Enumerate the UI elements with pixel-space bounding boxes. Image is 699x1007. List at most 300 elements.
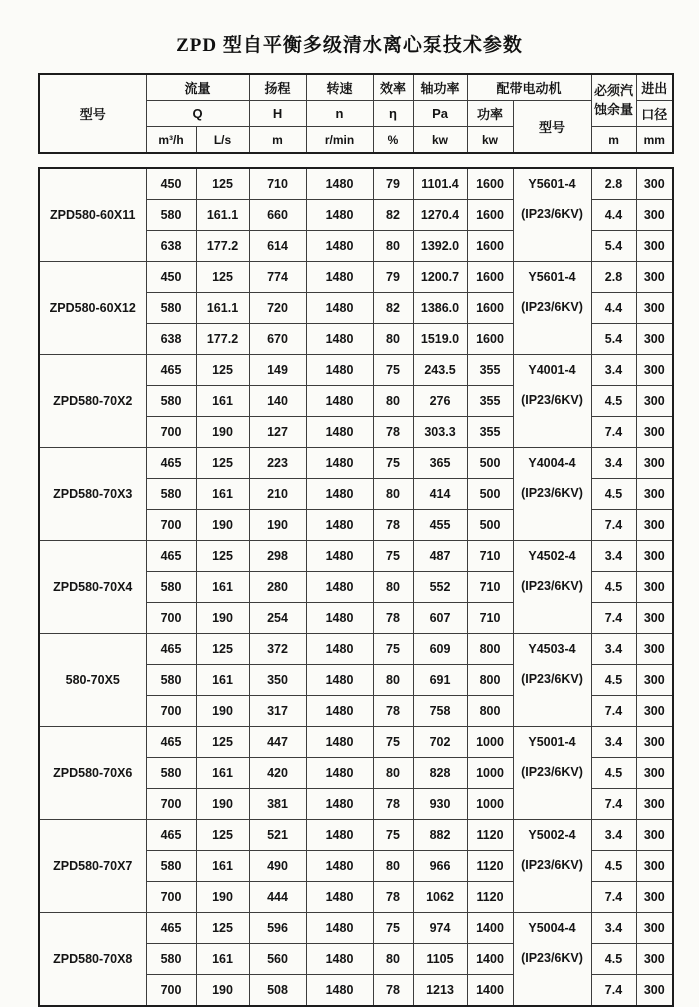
pump-row — [39, 541, 673, 572]
pump-row — [39, 168, 673, 200]
efficiency-cell: 80 — [373, 758, 413, 789]
head-cell: 280 — [249, 572, 306, 603]
shaft-power-cell: 702 — [413, 727, 467, 758]
head-cell: 127 — [249, 417, 306, 448]
diameter-cell: 300 — [636, 603, 673, 634]
flow-ls-cell: 125 — [196, 168, 249, 200]
speed-cell: 1480 — [306, 944, 373, 975]
pump-model-cell: ZPD580-70X3 — [39, 448, 146, 541]
flow-m3h-cell: 465 — [146, 913, 196, 944]
speed-cell: 1480 — [306, 541, 373, 572]
npsh-cell: 7.4 — [591, 417, 636, 448]
motor-model-cell — [513, 448, 591, 541]
motor-model-name: Y5601-4 — [528, 270, 576, 284]
head-cell: 254 — [249, 603, 306, 634]
header-model: 型号 — [39, 74, 146, 153]
efficiency-cell: 80 — [373, 944, 413, 975]
shaft-power-cell: 414 — [413, 479, 467, 510]
motor-model-cell — [513, 820, 591, 913]
flow-ls-cell: 161 — [196, 665, 249, 696]
efficiency-cell: 82 — [373, 293, 413, 324]
flow-ls-cell: 161.1 — [196, 200, 249, 231]
motor-power-cell: 710 — [467, 541, 513, 572]
flow-m3h-cell: 580 — [146, 758, 196, 789]
flow-m3h-cell: 465 — [146, 727, 196, 758]
efficiency-cell: 75 — [373, 820, 413, 851]
motor-model-name: Y4004-4 — [528, 456, 576, 470]
flow-ls-cell: 190 — [196, 603, 249, 634]
head-cell: 420 — [249, 758, 306, 789]
motor-model-cell — [513, 913, 591, 1007]
header-motor: 配带电动机 — [467, 74, 591, 101]
motor-power-cell: 500 — [467, 510, 513, 541]
head-cell: 710 — [249, 168, 306, 200]
motor-power-cell: 1000 — [467, 727, 513, 758]
diameter-cell: 300 — [636, 572, 673, 603]
shaft-power-cell: 966 — [413, 851, 467, 882]
flow-m3h-cell: 700 — [146, 696, 196, 727]
efficiency-cell: 80 — [373, 324, 413, 355]
speed-cell: 1480 — [306, 355, 373, 386]
motor-power-cell: 355 — [467, 417, 513, 448]
motor-power-cell: 1120 — [467, 851, 513, 882]
shaft-power-cell: 828 — [413, 758, 467, 789]
unit-flow-ls: L/s — [196, 127, 249, 154]
header-npsh — [591, 74, 636, 127]
diameter-cell: 300 — [636, 882, 673, 913]
efficiency-cell: 78 — [373, 882, 413, 913]
head-cell: 660 — [249, 200, 306, 231]
flow-ls-cell: 125 — [196, 913, 249, 944]
shaft-power-cell: 1200.7 — [413, 262, 467, 293]
head-cell: 508 — [249, 975, 306, 1007]
flow-ls-cell: 161 — [196, 386, 249, 417]
pump-row — [39, 448, 673, 479]
diameter-cell: 300 — [636, 789, 673, 820]
motor-model-cell — [513, 168, 591, 262]
pump-row — [39, 727, 673, 758]
motor-model-spec: (IP23/6KV) — [521, 858, 583, 872]
motor-power-cell: 355 — [467, 386, 513, 417]
npsh-cell: 3.4 — [591, 541, 636, 572]
diameter-cell: 300 — [636, 944, 673, 975]
speed-cell: 1480 — [306, 200, 373, 231]
motor-model-name: Y5002-4 — [528, 828, 576, 842]
unit-head: m — [249, 127, 306, 154]
shaft-power-cell: 1105 — [413, 944, 467, 975]
efficiency-cell: 75 — [373, 355, 413, 386]
speed-cell: 1480 — [306, 603, 373, 634]
efficiency-cell: 80 — [373, 386, 413, 417]
motor-power-cell: 1600 — [467, 168, 513, 200]
motor-power-cell: 1400 — [467, 913, 513, 944]
speed-cell: 1480 — [306, 324, 373, 355]
efficiency-cell: 78 — [373, 975, 413, 1007]
motor-power-cell: 1600 — [467, 262, 513, 293]
flow-ls-cell: 125 — [196, 448, 249, 479]
flow-m3h-cell: 700 — [146, 603, 196, 634]
head-cell: 140 — [249, 386, 306, 417]
header-motor-power: 功率 — [467, 101, 513, 127]
diameter-cell: 300 — [636, 386, 673, 417]
npsh-cell: 5.4 — [591, 324, 636, 355]
flow-m3h-cell: 450 — [146, 262, 196, 293]
spec-body-table — [38, 167, 674, 1007]
flow-ls-cell: 190 — [196, 882, 249, 913]
efficiency-cell: 75 — [373, 727, 413, 758]
head-cell: 317 — [249, 696, 306, 727]
header-row-1 — [39, 74, 673, 101]
speed-cell: 1480 — [306, 727, 373, 758]
diameter-cell: 300 — [636, 665, 673, 696]
diameter-cell: 300 — [636, 200, 673, 231]
flow-m3h-cell: 465 — [146, 820, 196, 851]
npsh-cell: 7.4 — [591, 510, 636, 541]
head-cell: 190 — [249, 510, 306, 541]
speed-cell: 1480 — [306, 479, 373, 510]
speed-cell: 1480 — [306, 510, 373, 541]
flow-m3h-cell: 580 — [146, 293, 196, 324]
motor-power-cell: 710 — [467, 603, 513, 634]
flow-m3h-cell: 580 — [146, 572, 196, 603]
flow-m3h-cell: 700 — [146, 975, 196, 1007]
diameter-cell: 300 — [636, 975, 673, 1007]
header-flow: 流量 — [146, 74, 249, 101]
diameter-cell: 300 — [636, 479, 673, 510]
shaft-power-cell: 1062 — [413, 882, 467, 913]
head-cell: 350 — [249, 665, 306, 696]
flow-ls-cell: 190 — [196, 789, 249, 820]
pump-model-cell: 580-70X5 — [39, 634, 146, 727]
efficiency-cell: 78 — [373, 417, 413, 448]
npsh-cell: 3.4 — [591, 355, 636, 386]
npsh-cell: 2.8 — [591, 168, 636, 200]
flow-m3h-cell: 465 — [146, 541, 196, 572]
flow-ls-cell: 190 — [196, 696, 249, 727]
header-speed-symbol: n — [306, 101, 373, 127]
diameter-cell: 300 — [636, 727, 673, 758]
efficiency-cell: 78 — [373, 510, 413, 541]
motor-model-cell — [513, 262, 591, 355]
efficiency-cell: 75 — [373, 634, 413, 665]
header-npsh-line2: 蚀余量 — [594, 101, 634, 117]
header-efficiency-symbol: η — [373, 101, 413, 127]
flow-m3h-cell: 450 — [146, 168, 196, 200]
flow-ls-cell: 125 — [196, 262, 249, 293]
npsh-cell: 4.5 — [591, 572, 636, 603]
motor-power-cell: 800 — [467, 634, 513, 665]
motor-model-cell — [513, 541, 591, 634]
diameter-cell: 300 — [636, 851, 673, 882]
diameter-cell: 300 — [636, 913, 673, 944]
shaft-power-cell: 1213 — [413, 975, 467, 1007]
motor-model-spec: (IP23/6KV) — [521, 300, 583, 314]
flow-m3h-cell: 638 — [146, 324, 196, 355]
motor-model-name: Y4503-4 — [528, 642, 576, 656]
flow-m3h-cell: 700 — [146, 789, 196, 820]
motor-model-name: Y4502-4 — [528, 549, 576, 563]
flow-ls-cell: 161 — [196, 758, 249, 789]
header-speed: 转速 — [306, 74, 373, 101]
shaft-power-cell: 609 — [413, 634, 467, 665]
efficiency-cell: 79 — [373, 262, 413, 293]
motor-model-spec: (IP23/6KV) — [521, 207, 583, 221]
speed-cell: 1480 — [306, 417, 373, 448]
npsh-cell: 7.4 — [591, 696, 636, 727]
motor-model-spec: (IP23/6KV) — [521, 951, 583, 965]
motor-model-spec: (IP23/6KV) — [521, 486, 583, 500]
npsh-cell: 7.4 — [591, 975, 636, 1007]
shaft-power-cell: 552 — [413, 572, 467, 603]
flow-m3h-cell: 580 — [146, 944, 196, 975]
flow-m3h-cell: 580 — [146, 386, 196, 417]
motor-model-spec: (IP23/6KV) — [521, 672, 583, 686]
flow-ls-cell: 125 — [196, 820, 249, 851]
shaft-power-cell: 691 — [413, 665, 467, 696]
head-cell: 298 — [249, 541, 306, 572]
speed-cell: 1480 — [306, 696, 373, 727]
flow-ls-cell: 161 — [196, 851, 249, 882]
npsh-cell: 4.5 — [591, 851, 636, 882]
pump-model-cell: ZPD580-70X8 — [39, 913, 146, 1007]
pump-row — [39, 913, 673, 944]
efficiency-cell: 75 — [373, 541, 413, 572]
speed-cell: 1480 — [306, 758, 373, 789]
npsh-cell: 3.4 — [591, 913, 636, 944]
head-cell: 560 — [249, 944, 306, 975]
diameter-cell: 300 — [636, 168, 673, 200]
motor-power-cell: 500 — [467, 479, 513, 510]
head-cell: 444 — [249, 882, 306, 913]
npsh-cell: 2.8 — [591, 262, 636, 293]
speed-cell: 1480 — [306, 820, 373, 851]
head-cell: 670 — [249, 324, 306, 355]
npsh-cell: 4.5 — [591, 758, 636, 789]
motor-power-cell: 1000 — [467, 789, 513, 820]
head-cell: 372 — [249, 634, 306, 665]
efficiency-cell: 79 — [373, 168, 413, 200]
pump-model-cell: ZPD580-70X6 — [39, 727, 146, 820]
spec-body — [39, 168, 673, 1006]
motor-power-cell: 1120 — [467, 882, 513, 913]
motor-model-name: Y5001-4 — [528, 735, 576, 749]
speed-cell: 1480 — [306, 231, 373, 262]
npsh-cell: 3.4 — [591, 727, 636, 758]
efficiency-cell: 82 — [373, 200, 413, 231]
flow-m3h-cell: 580 — [146, 665, 196, 696]
pump-row — [39, 355, 673, 386]
motor-model-spec: (IP23/6KV) — [521, 579, 583, 593]
efficiency-cell: 80 — [373, 665, 413, 696]
head-cell: 774 — [249, 262, 306, 293]
shaft-power-cell: 882 — [413, 820, 467, 851]
diameter-cell: 300 — [636, 696, 673, 727]
head-cell: 381 — [249, 789, 306, 820]
npsh-cell: 3.4 — [591, 448, 636, 479]
flow-ls-cell: 125 — [196, 634, 249, 665]
shaft-power-cell: 1270.4 — [413, 200, 467, 231]
motor-power-cell: 500 — [467, 448, 513, 479]
flow-m3h-cell: 465 — [146, 448, 196, 479]
speed-cell: 1480 — [306, 293, 373, 324]
shaft-power-cell: 758 — [413, 696, 467, 727]
head-cell: 149 — [249, 355, 306, 386]
pump-model-cell: ZPD580-60X11 — [39, 168, 146, 262]
header-shaft-power: 轴功率 — [413, 74, 467, 101]
flow-m3h-cell: 700 — [146, 882, 196, 913]
header-efficiency: 效率 — [373, 74, 413, 101]
speed-cell: 1480 — [306, 665, 373, 696]
shaft-power-cell: 1386.0 — [413, 293, 467, 324]
unit-npsh: m — [591, 127, 636, 154]
motor-power-cell: 800 — [467, 665, 513, 696]
motor-power-cell: 1000 — [467, 758, 513, 789]
flow-ls-cell: 177.2 — [196, 231, 249, 262]
npsh-cell: 4.5 — [591, 479, 636, 510]
pump-row — [39, 820, 673, 851]
head-cell: 223 — [249, 448, 306, 479]
npsh-cell: 3.4 — [591, 820, 636, 851]
motor-model-spec: (IP23/6KV) — [521, 393, 583, 407]
unit-shaft-power: kw — [413, 127, 467, 154]
header-flow-symbol: Q — [146, 101, 249, 127]
motor-power-cell: 1120 — [467, 820, 513, 851]
flow-ls-cell: 190 — [196, 417, 249, 448]
diameter-cell: 300 — [636, 262, 673, 293]
efficiency-cell: 80 — [373, 572, 413, 603]
header-ports-line1: 进出 — [636, 74, 673, 101]
flow-ls-cell: 177.2 — [196, 324, 249, 355]
speed-cell: 1480 — [306, 789, 373, 820]
header-head: 扬程 — [249, 74, 306, 101]
page-title: ZPD 型自平衡多级清水离心泵技术参数 — [176, 35, 523, 56]
flow-m3h-cell: 580 — [146, 200, 196, 231]
efficiency-cell: 75 — [373, 448, 413, 479]
unit-motor-power: kw — [467, 127, 513, 154]
pump-row — [39, 262, 673, 293]
npsh-cell: 4.4 — [591, 200, 636, 231]
flow-ls-cell: 190 — [196, 510, 249, 541]
pump-model-cell: ZPD580-70X7 — [39, 820, 146, 913]
head-cell: 210 — [249, 479, 306, 510]
flow-m3h-cell: 465 — [146, 355, 196, 386]
diameter-cell: 300 — [636, 231, 673, 262]
pump-model-cell: ZPD580-60X12 — [39, 262, 146, 355]
npsh-cell: 7.4 — [591, 603, 636, 634]
npsh-cell: 7.4 — [591, 789, 636, 820]
flow-ls-cell: 125 — [196, 727, 249, 758]
flow-ls-cell: 190 — [196, 975, 249, 1007]
flow-ls-cell: 161 — [196, 944, 249, 975]
efficiency-cell: 75 — [373, 913, 413, 944]
motor-power-cell: 1600 — [467, 231, 513, 262]
motor-power-cell: 355 — [467, 355, 513, 386]
unit-flow-m3h: m³/h — [146, 127, 196, 154]
motor-power-cell: 800 — [467, 696, 513, 727]
header-motor-model: 型号 — [513, 101, 591, 154]
header-head-symbol: H — [249, 101, 306, 127]
motor-power-cell: 1400 — [467, 975, 513, 1007]
diameter-cell: 300 — [636, 448, 673, 479]
npsh-cell: 4.5 — [591, 386, 636, 417]
motor-power-cell: 1600 — [467, 200, 513, 231]
shaft-power-cell: 303.3 — [413, 417, 467, 448]
shaft-power-cell: 974 — [413, 913, 467, 944]
motor-model-cell — [513, 727, 591, 820]
shaft-power-cell: 607 — [413, 603, 467, 634]
npsh-cell: 7.4 — [591, 882, 636, 913]
diameter-cell: 300 — [636, 758, 673, 789]
flow-ls-cell: 161 — [196, 572, 249, 603]
unit-speed: r/min — [306, 127, 373, 154]
speed-cell: 1480 — [306, 975, 373, 1007]
efficiency-cell: 78 — [373, 696, 413, 727]
header-shaft-power-symbol: Pa — [413, 101, 467, 127]
flow-m3h-cell: 700 — [146, 417, 196, 448]
head-cell: 614 — [249, 231, 306, 262]
efficiency-cell: 78 — [373, 789, 413, 820]
flow-m3h-cell: 700 — [146, 510, 196, 541]
flow-ls-cell: 125 — [196, 541, 249, 572]
flow-m3h-cell: 638 — [146, 231, 196, 262]
shaft-power-cell: 365 — [413, 448, 467, 479]
unit-efficiency: % — [373, 127, 413, 154]
flow-m3h-cell: 580 — [146, 479, 196, 510]
efficiency-cell: 80 — [373, 231, 413, 262]
motor-model-name: Y5004-4 — [528, 921, 576, 935]
diameter-cell: 300 — [636, 541, 673, 572]
motor-power-cell: 1600 — [467, 324, 513, 355]
motor-model-spec: (IP23/6KV) — [521, 765, 583, 779]
shaft-power-cell: 1101.4 — [413, 168, 467, 200]
shaft-power-cell: 276 — [413, 386, 467, 417]
flow-m3h-cell: 465 — [146, 634, 196, 665]
speed-cell: 1480 — [306, 882, 373, 913]
speed-cell: 1480 — [306, 262, 373, 293]
head-cell: 521 — [249, 820, 306, 851]
efficiency-cell: 78 — [373, 603, 413, 634]
motor-power-cell: 710 — [467, 572, 513, 603]
shaft-power-cell: 1392.0 — [413, 231, 467, 262]
npsh-cell: 4.5 — [591, 665, 636, 696]
head-cell: 720 — [249, 293, 306, 324]
shaft-power-cell: 243.5 — [413, 355, 467, 386]
motor-model-cell — [513, 634, 591, 727]
shaft-power-cell: 455 — [413, 510, 467, 541]
speed-cell: 1480 — [306, 386, 373, 417]
pump-model-cell: ZPD580-70X4 — [39, 541, 146, 634]
speed-cell: 1480 — [306, 448, 373, 479]
header-body-gap — [0, 154, 699, 167]
speed-cell: 1480 — [306, 634, 373, 665]
speed-cell: 1480 — [306, 913, 373, 944]
efficiency-cell: 80 — [373, 479, 413, 510]
diameter-cell: 300 — [636, 293, 673, 324]
head-cell: 447 — [249, 727, 306, 758]
shaft-power-cell: 1519.0 — [413, 324, 467, 355]
npsh-cell: 5.4 — [591, 231, 636, 262]
diameter-cell: 300 — [636, 355, 673, 386]
diameter-cell: 300 — [636, 634, 673, 665]
speed-cell: 1480 — [306, 168, 373, 200]
diameter-cell: 300 — [636, 324, 673, 355]
shaft-power-cell: 930 — [413, 789, 467, 820]
header-ports-line2: 口径 — [636, 101, 673, 127]
speed-cell: 1480 — [306, 851, 373, 882]
shaft-power-cell: 487 — [413, 541, 467, 572]
npsh-cell: 4.5 — [591, 944, 636, 975]
npsh-cell: 3.4 — [591, 634, 636, 665]
